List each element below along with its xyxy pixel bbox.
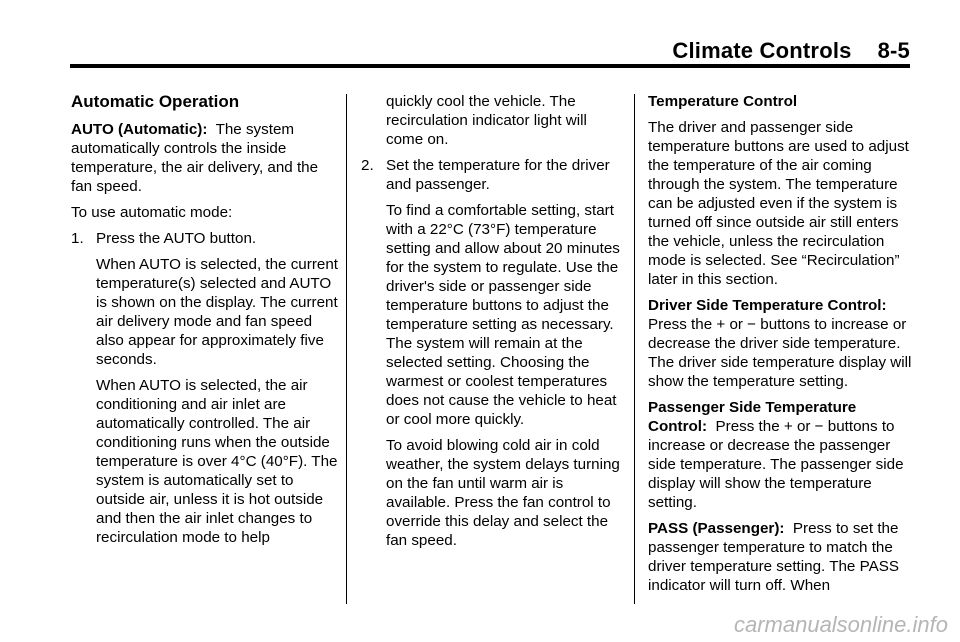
auto-text: The system automatically controls the inside temperature, the air delivery, and the fan speed. xyxy=(71,121,319,195)
passenger-side-paragraph xyxy=(648,398,913,512)
pass-button-text: Press to set the passenger temperature to match the driver temperature setting. The PASS indicator will turn off. When xyxy=(648,520,899,594)
pass-button-label: PASS (Passenger): xyxy=(648,520,785,537)
driver-side-paragraph xyxy=(648,296,913,391)
temperature-control-heading: Temperature Control xyxy=(648,93,798,110)
step-1-continued: quickly cool the vehicle. The recirculation indicator light will come on. xyxy=(386,93,587,148)
column-2 xyxy=(361,88,623,557)
header-rule xyxy=(70,64,910,68)
watermark-text: carmanualsonline.info xyxy=(733,612,948,637)
passenger-side-label: Passenger Side Temperature Control: xyxy=(648,399,857,435)
automatic-operation-heading: Automatic Operation xyxy=(71,92,240,111)
step-2 xyxy=(361,156,623,194)
column-divider-1 xyxy=(346,94,347,604)
driver-side-label: Driver Side Temperature Control: xyxy=(648,297,887,314)
step-2-number: 2. xyxy=(361,157,374,174)
temperature-control-text: The driver and passenger side temperature buttons are used to adjust the temperature of the air coming through the system. The temperature can be adjusted even if the system is turned off since outside air still enters the vehicle, unless the recirculation mode is selected. See “Recirculation” later in this section. xyxy=(648,119,909,288)
step-1-text: Press the AUTO button. xyxy=(96,230,257,247)
page-header xyxy=(672,38,910,64)
column-3 xyxy=(648,88,913,602)
column-1 xyxy=(71,88,339,554)
step-2-para-2: To avoid blowing cold air in cold weather, the system delays turning on the fan until warm air is available. Press the fan control to override this delay and select the fan speed. xyxy=(386,437,620,549)
section-title: Climate Controls xyxy=(672,38,852,63)
step-1-para-1: When AUTO is selected, the current temperature(s) selected and AUTO is shown on the display. The current air delivery mode and fan speed also appear for approximately five seconds. xyxy=(96,256,338,368)
auto-label: AUTO (Automatic): xyxy=(71,121,208,138)
column-divider-2 xyxy=(634,94,635,604)
passenger-side-text: Press the + or − buttons to increase or decrease the passenger side temperature. The passenger side display will show the temperature setting. xyxy=(648,418,904,511)
step-2-para-1: To find a comfortable setting, start with a 22°C (73°F) temperature setting and allow about 20 minutes for the system to regulate. Use the driver's side or passenger side temperature buttons to adjust the temperature setting as necessary. The system will remain at the selected setting. Choosing the warmest or coolest temperatures does not cause the vehicle to heat or cool more quickly. xyxy=(386,202,620,428)
step-1-number: 1. xyxy=(71,230,84,247)
to-use-text: To use automatic mode: xyxy=(71,204,233,221)
driver-side-text: Press the + or − buttons to increase or decrease the driver side temperature. The driver side temperature display will show the temperature setting. xyxy=(648,316,912,390)
step-1-para-2: When AUTO is selected, the air conditioning and air inlet are automatically controlled. The air conditioning runs when the outside temperature is over 4°C (40°F). The system is automatically set to outside air, unless it is hot outside and then the air inlet changes to recirculation mode to help xyxy=(96,377,338,546)
auto-paragraph xyxy=(71,120,339,196)
pass-button-paragraph xyxy=(648,519,913,595)
step-2-text: Set the temperature for the driver and passenger. xyxy=(386,157,610,193)
page-number: 8-5 xyxy=(877,38,910,63)
step-1 xyxy=(71,229,339,248)
